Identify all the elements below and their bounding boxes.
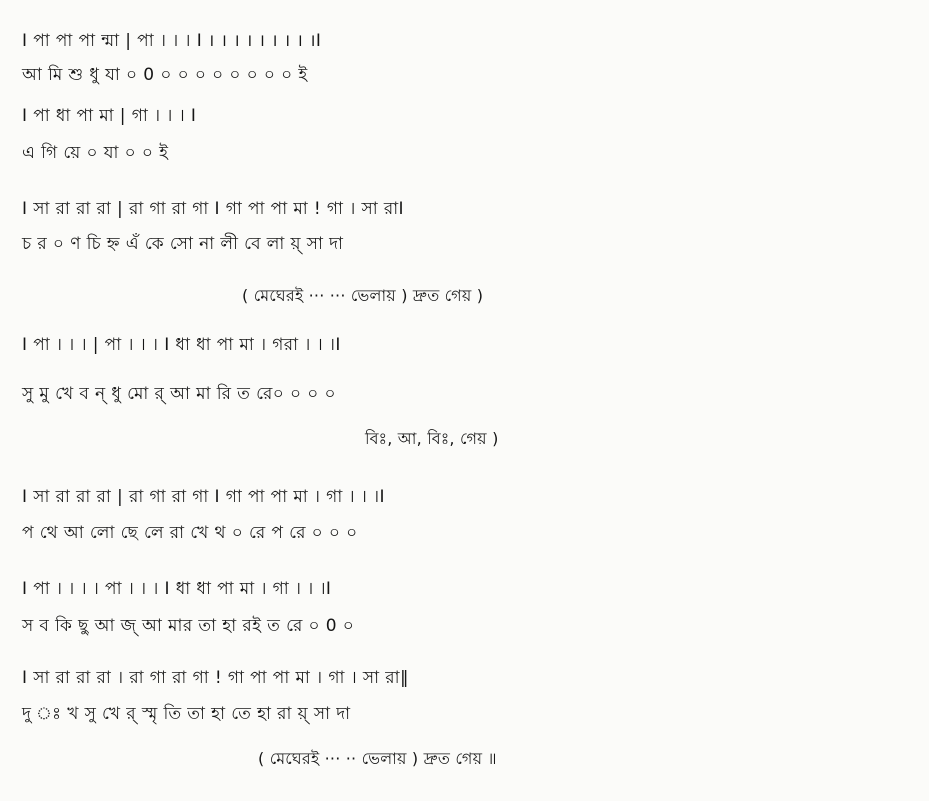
swara-row: I পা ধা পা মা | গা । । । I [22, 106, 197, 126]
notation-line-2 [22, 105, 914, 129]
notation-line-5 [22, 486, 914, 510]
swara-row: I সা রা রা রা | রা গা রা গা I গা পা পা মা ! গা । সা রাI [22, 199, 404, 219]
notation-line-1 [22, 30, 914, 54]
lyric-line-2 [22, 142, 914, 166]
annotation-note-3: ( মেঘেরই ··· ·· ভেলায় ) দ্রুত গেয় ॥ [258, 749, 497, 768]
lyric-line-7 [22, 703, 914, 727]
annotation-note-1: ( মেঘেরই ··· ··· ভেলায় ) দ্রুত গেয় ) [242, 286, 484, 305]
lyric-row: চ র ০ ণ চি হ্ন এঁ কে সো না লী বে লা য়্ সা দা [22, 234, 344, 254]
notation-line-6 [22, 578, 914, 602]
swara-row: I পা । । । । পা । । । I ধা ধা পা মা । গা । । ।I [22, 579, 332, 599]
swara-row: I পা পা পা ন্মা | পা । । । I । । । । । । । । ।I [22, 31, 322, 51]
lyric-line-3 [22, 233, 914, 257]
notation-line-4 [22, 334, 914, 358]
lyric-row: প থে আ লো ছে লে রা খে থ ০ রে প রে ০ ০ ০ [22, 523, 358, 543]
lyric-line-1 [22, 64, 914, 88]
swara-row: I পা । । । | পা । । । I ধা ধা পা মা । গরা । । ।I [22, 335, 341, 355]
swara-row: I সা রা রা রা | রা গা রা গা I গা পা পা মা । গা । । ।I [22, 487, 385, 507]
notation-line-3 [22, 198, 914, 222]
annotation-note-2: বিঃ, আ, বিঃ, গেয় ) [365, 429, 499, 448]
swara-row: I সা রা রা রা । রা গা রা গা ! গা পা পা মা । গা । সা রা‖ [22, 668, 409, 688]
lyric-row: স ব কি ছু আ জ্ আ মার তা হা রই ত রে ০ 0 ০ [22, 616, 355, 636]
lyric-line-6 [22, 615, 914, 639]
lyric-line-4 [22, 383, 914, 407]
lyric-row: দু ঃ খ সু খে র্ স্মৃ তি তা হা তে হা রা য়্ সা দা [22, 704, 351, 724]
lyric-row: সু মু খে ব ন্ ধু মো র্ আ মা রি ত রে০ ০ ০ ০ [22, 384, 336, 404]
notation-line-7 [22, 667, 914, 691]
lyric-line-5 [22, 522, 914, 546]
lyric-row: এ গি য়ে ০ যা ০ ০ ই [22, 143, 169, 163]
lyric-row: আ মি শু ধু যা ০ 0 ০ ০ ০ ০ ০ ০ ০ ০ ই [22, 65, 308, 85]
